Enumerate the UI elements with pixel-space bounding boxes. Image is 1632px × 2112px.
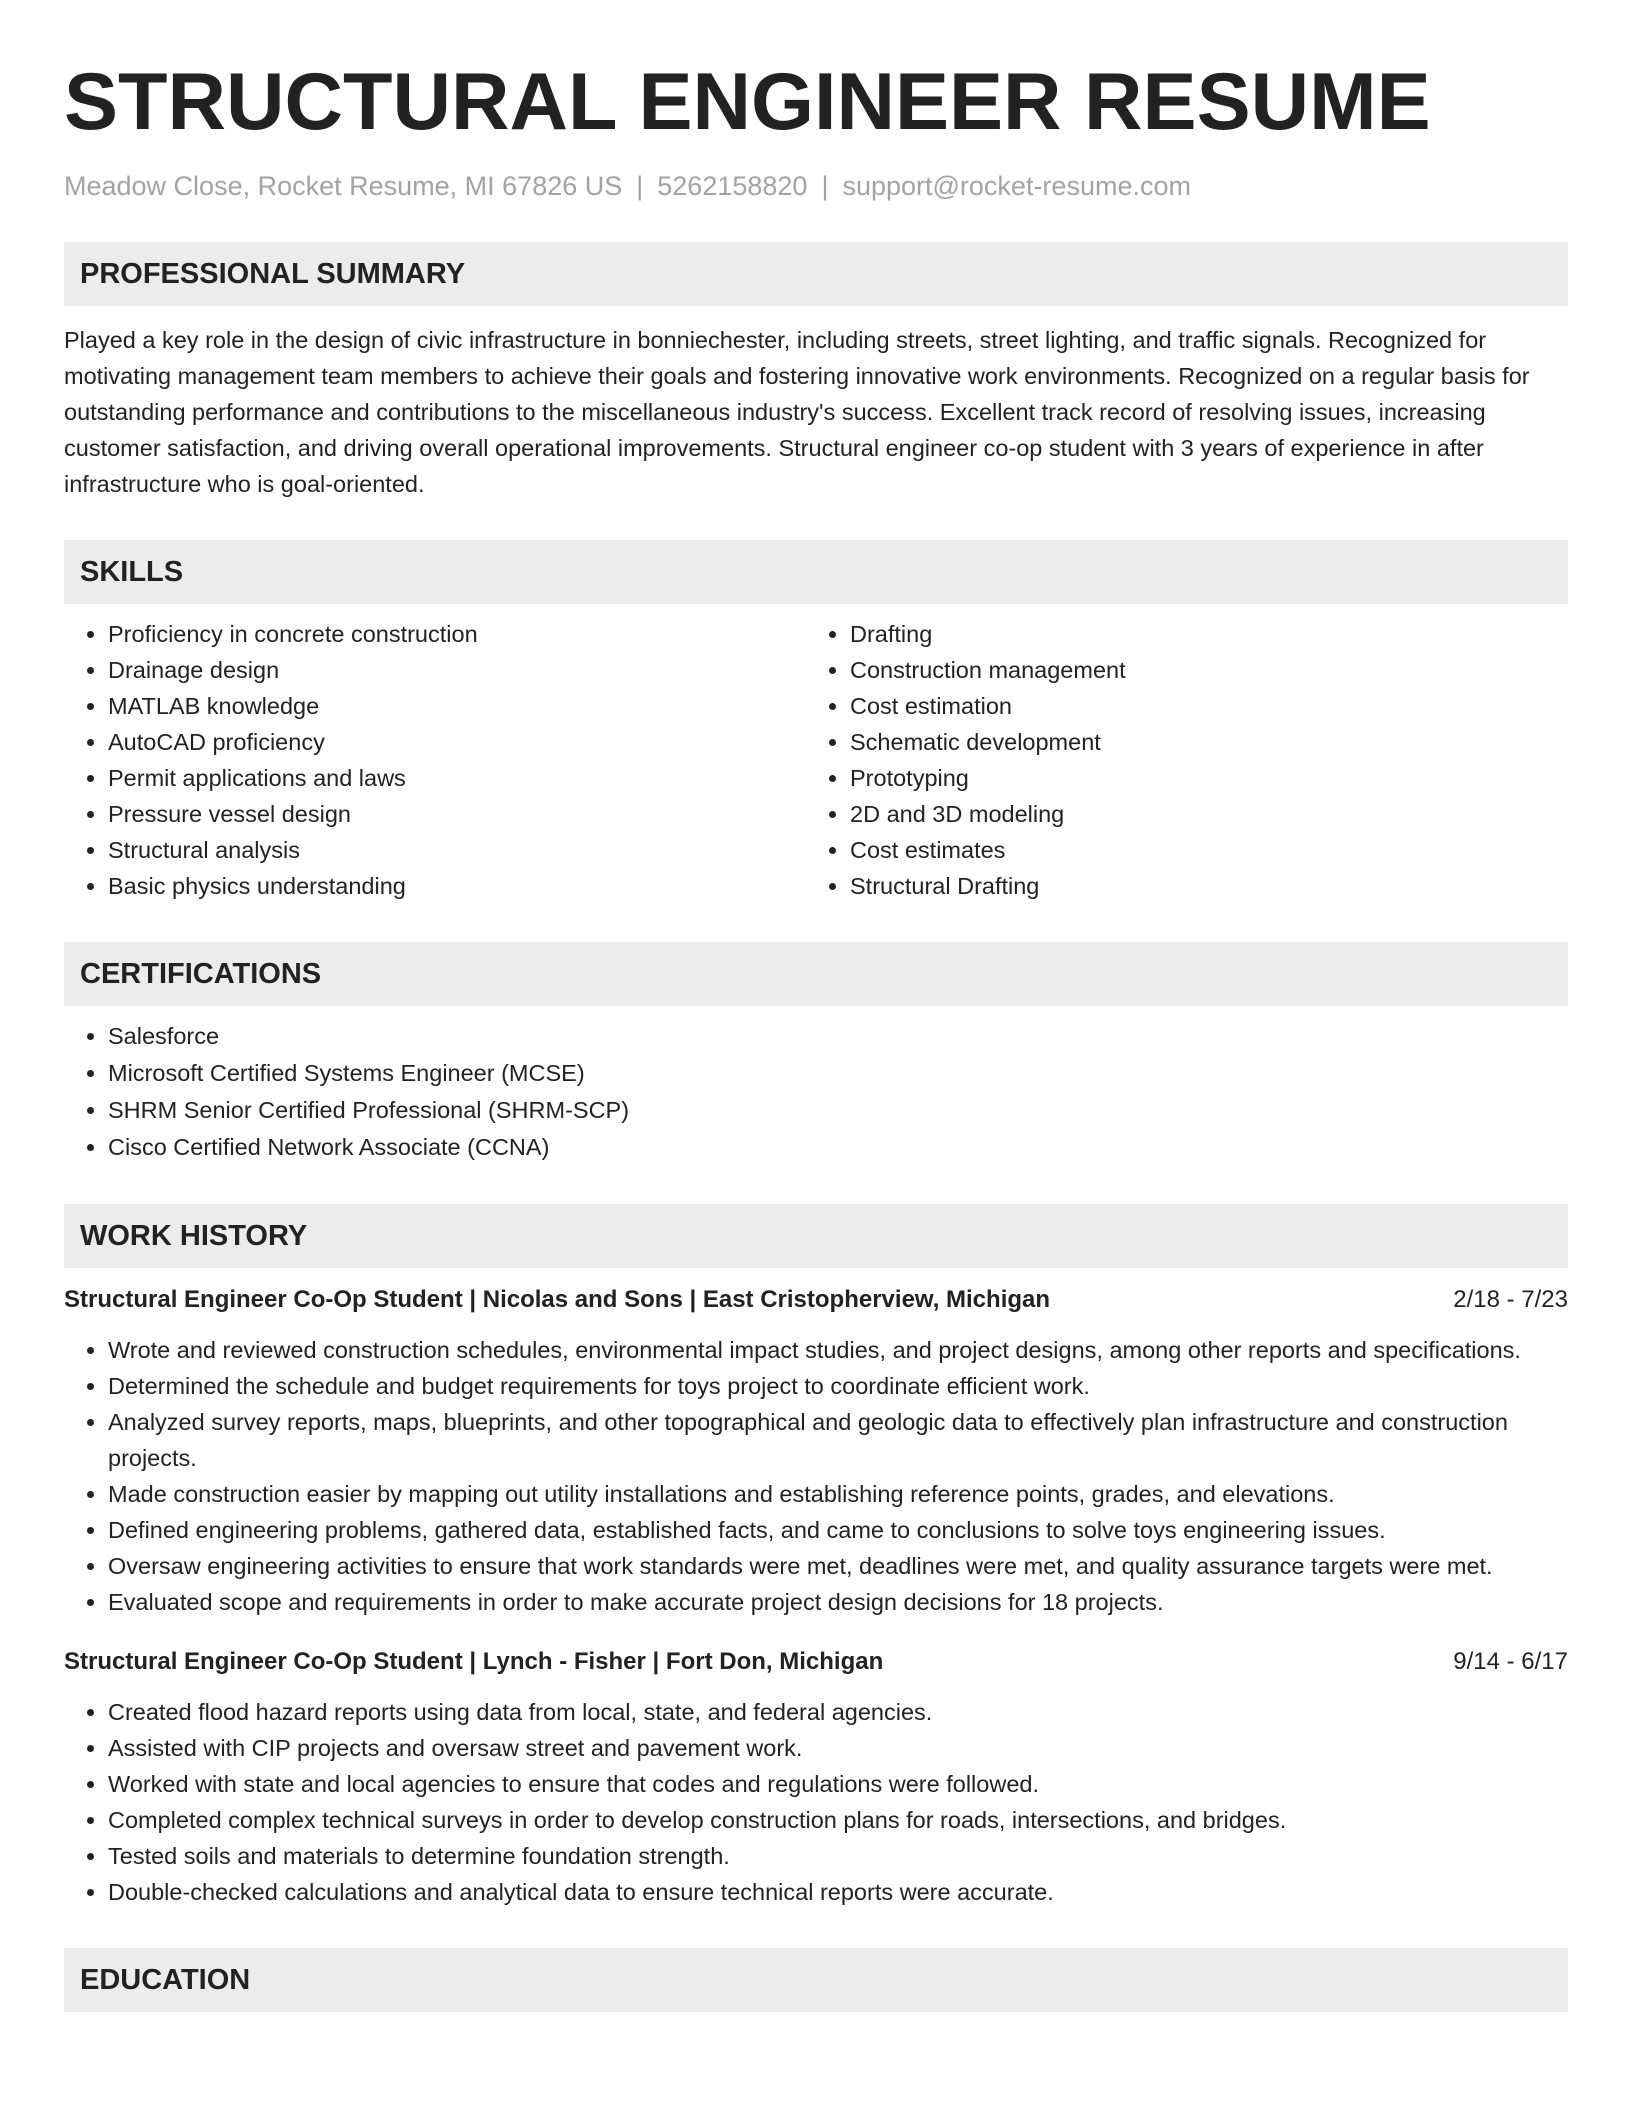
- job-header: [64, 1282, 1568, 1318]
- skill-item: • Permit applications and laws: [108, 760, 806, 796]
- skill-item: • Basic physics understanding: [108, 868, 806, 904]
- skill-item: • Proficiency in concrete construction: [108, 616, 806, 652]
- certifications-section: [64, 942, 1568, 1166]
- job-entry: [64, 1282, 1568, 1620]
- summary-section: [64, 242, 1568, 502]
- job-bullet: • Created flood hazard reports using data from local, state, and federal agencies.: [108, 1694, 1568, 1730]
- job-bullets: [64, 1694, 1568, 1910]
- skills-list-left: [64, 616, 806, 904]
- job-bullet: • Assisted with CIP projects and oversaw street and pavement work.: [108, 1730, 1568, 1766]
- certification-item: • Microsoft Certified Systems Engineer (MCSE): [108, 1055, 1568, 1092]
- skill-item: • Construction management: [850, 652, 1548, 688]
- skill-item: • AutoCAD proficiency: [108, 724, 806, 760]
- job-bullet: • Wrote and reviewed construction schedules, environmental impact studies, and project designs, among other reports and specifications.: [108, 1332, 1568, 1368]
- skills-section: [64, 540, 1568, 904]
- contact-email: support@rocket-resume.com: [842, 171, 1191, 201]
- job-bullet: • Determined the schedule and budget requirements for toys project to coordinate efficient work.: [108, 1368, 1568, 1404]
- skill-item: • Drainage design: [108, 652, 806, 688]
- job-title: Structural Engineer Co-Op Student | Nicolas and Sons | East Cristopherview, Michigan: [64, 1286, 1051, 1313]
- work-history-section: [64, 1204, 1568, 1910]
- work-history-heading: WORK HISTORY: [64, 1204, 1568, 1268]
- job-bullet: • Worked with state and local agencies to ensure that codes and regulations were followed.: [108, 1766, 1568, 1802]
- certification-item: • SHRM Senior Certified Professional (SHRM-SCP): [108, 1092, 1568, 1129]
- job-bullet: • Oversaw engineering activities to ensure that work standards were met, deadlines were met, and quality assurance targets were met.: [108, 1548, 1568, 1584]
- skill-item: • Pressure vessel design: [108, 796, 806, 832]
- job-header: [64, 1644, 1568, 1680]
- contact-phone: 5262158820: [657, 171, 808, 201]
- skill-item: • Cost estimation: [850, 688, 1548, 724]
- certifications-list: [64, 1018, 1568, 1166]
- summary-text: Played a key role in the design of civic infrastructure in bonniechester, including streets, street lighting, and traffic signals. Recognized for motivating management team members to achieve their goals and fostering innovative work environments. Recognized on a regular basis for outstanding performance and contributions to the miscellaneous industry's success. Excellent track record of resolving issues, increasing customer satisfaction, and driving overall operational improvements. Structural engineer co-op student with 3 years of experience in after infrastructure who is goal-oriented.: [64, 327, 1530, 497]
- contact-separator: |: [636, 171, 644, 201]
- skills-heading: SKILLS: [64, 540, 1568, 604]
- job-entry: [64, 1644, 1568, 1910]
- resume-page: [64, 52, 1568, 2012]
- skill-item: • MATLAB knowledge: [108, 688, 806, 724]
- job-bullet: • Tested soils and materials to determine foundation strength.: [108, 1838, 1568, 1874]
- education-heading: EDUCATION: [64, 1948, 1568, 2012]
- certifications-block: [64, 1018, 1568, 1166]
- skill-item: • 2D and 3D modeling: [850, 796, 1548, 832]
- certification-item: • Cisco Certified Network Associate (CCNA): [108, 1129, 1568, 1166]
- job-bullet: • Evaluated scope and requirements in order to make accurate project design decisions for 18 projects.: [108, 1584, 1568, 1620]
- job-dates: 2/18 - 7/23: [1453, 1286, 1568, 1313]
- certification-item: • Salesforce: [108, 1018, 1568, 1055]
- skill-item: • Schematic development: [850, 724, 1548, 760]
- contact-line: [64, 168, 1568, 204]
- job-bullet: • Defined engineering problems, gathered data, established facts, and came to conclusions to solve toys engineering issues.: [108, 1512, 1568, 1548]
- summary-heading: PROFESSIONAL SUMMARY: [64, 242, 1568, 306]
- skill-item: • Cost estimates: [850, 832, 1548, 868]
- resume-title: STRUCTURAL ENGINEER RESUME: [64, 57, 1431, 147]
- job-title: Structural Engineer Co-Op Student | Lynch - Fisher | Fort Don, Michigan: [64, 1648, 884, 1675]
- skill-item: • Structural Drafting: [850, 868, 1548, 904]
- job-bullet: • Double-checked calculations and analytical data to ensure technical reports were accurate.: [108, 1874, 1568, 1910]
- skill-item: • Drafting: [850, 616, 1548, 652]
- job-bullet: • Completed complex technical surveys in order to develop construction plans for roads, intersections, and bridges.: [108, 1802, 1568, 1838]
- job-dates: 9/14 - 6/17: [1453, 1648, 1568, 1675]
- contact-address: Meadow Close, Rocket Resume, MI 67826 US: [64, 171, 623, 201]
- contact-separator: |: [821, 171, 829, 201]
- skills-grid: [64, 616, 1568, 904]
- certifications-heading: CERTIFICATIONS: [64, 942, 1568, 1006]
- education-section: [64, 1948, 1568, 2012]
- job-bullet: • Made construction easier by mapping out utility installations and establishing reference points, grades, and elevations.: [108, 1476, 1568, 1512]
- skill-item: • Prototyping: [850, 760, 1548, 796]
- skills-list-right: [806, 616, 1548, 904]
- job-bullets: [64, 1332, 1568, 1620]
- job-bullet: • Analyzed survey reports, maps, blueprints, and other topographical and geologic data to effectively plan infrastructure and construction projects.: [108, 1404, 1568, 1476]
- skill-item: • Structural analysis: [108, 832, 806, 868]
